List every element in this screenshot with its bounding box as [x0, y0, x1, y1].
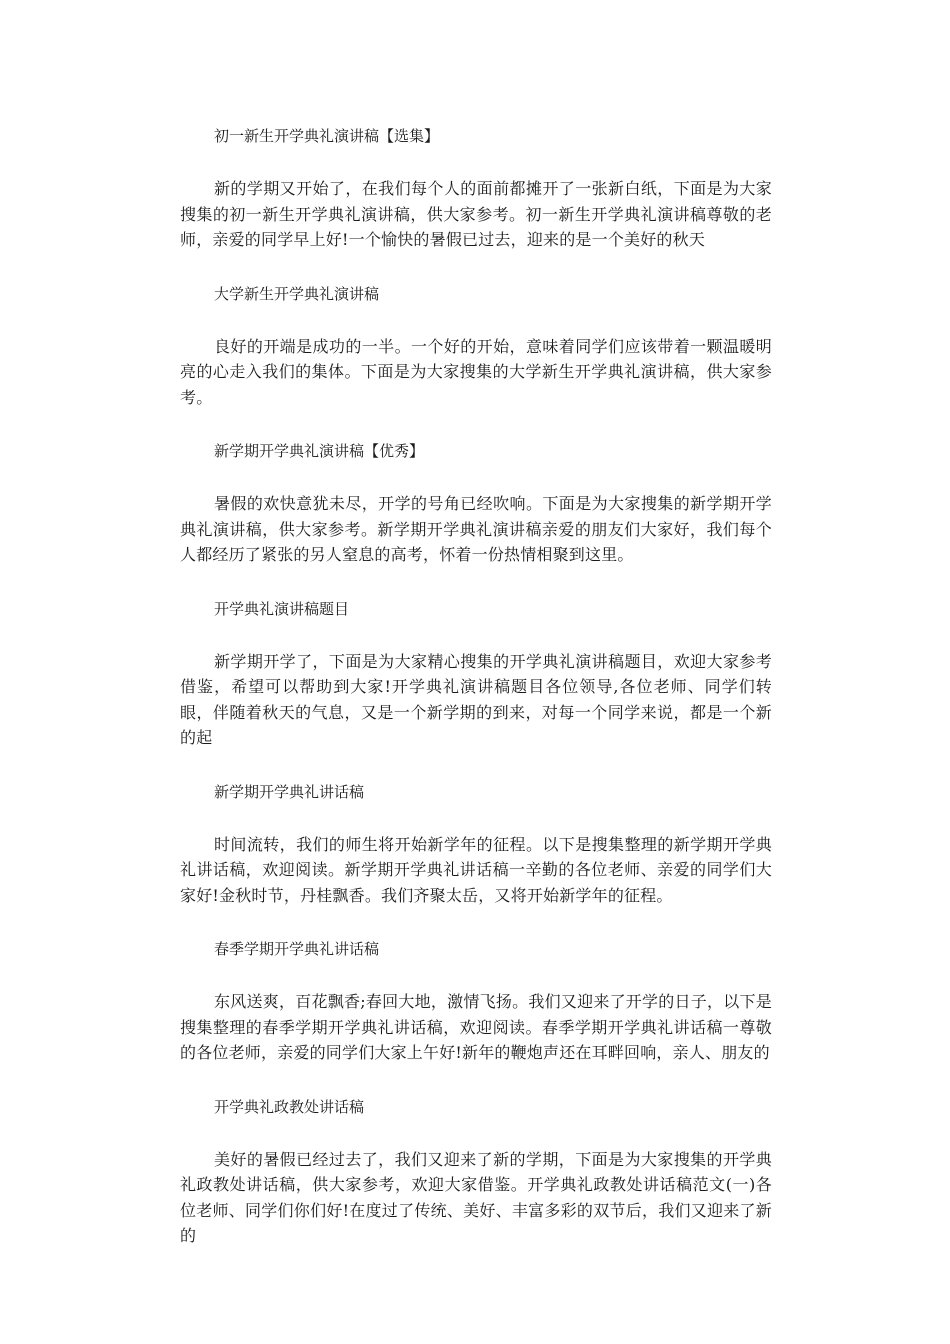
article-heading[interactable]: 开学典礼政教处讲话稿: [214, 1097, 365, 1116]
article-summary: 新学期开学了，下面是为大家精心搜集的开学典礼演讲稿题目，欢迎大家参考借鉴，希望可以帮助到大家!开学典礼演讲稿题目各位领导,各位老师、同学们转眼，伴随着秋天的气息，又是一个新学期的到来，对每一个同学来说，都是一个新的起: [180, 651, 772, 747]
article-section: [180, 1095, 772, 1249]
article-section: [180, 439, 772, 568]
article-heading[interactable]: 大学新生开学典礼演讲稿: [214, 284, 380, 303]
article-heading[interactable]: 开学典礼演讲稿题目: [214, 599, 350, 618]
article-heading[interactable]: 初一新生开学典礼演讲稿【选集】: [214, 127, 440, 145]
article-heading[interactable]: 春季学期开学典礼讲话稿: [214, 940, 380, 958]
article-section: [180, 124, 772, 253]
article-section: [180, 780, 772, 909]
article-summary: 美好的暑假已经过去了，我们又迎来了新的学期，下面是为大家搜集的开学典礼政教处讲话稿，供大家参考，欢迎大家借鉴。开学典礼政教处讲话稿范文(一)各位老师、同学们你们好!在度过了传统、美好、丰富多彩的双节后，我们又迎来了新的: [180, 1149, 772, 1245]
article-section: [180, 597, 772, 751]
article-summary: 时间流转，我们的师生将开始新学年的征程。以下是搜集整理的新学期开学典礼讲话稿，欢迎阅读。新学期开学典礼讲话稿一辛勤的各位老师、亲爱的同学们大家好!金秋时节，丹桂飘香。我们齐聚太岳，又将开始新学年的征程。: [180, 834, 772, 905]
article-heading[interactable]: 新学期开学典礼演讲稿【优秀】: [214, 442, 425, 460]
article-summary: 良好的开端是成功的一半。一个好的开始，意味着同学们应该带着一颗温暖明亮的心走入我们的集体。下面是为大家搜集的大学新生开学典礼演讲稿，供大家参考。: [180, 336, 772, 407]
document-body: [180, 124, 772, 1249]
article-summary: 新的学期又开始了，在我们每个人的面前都摊开了一张新白纸，下面是为大家搜集的初一新生开学典礼演讲稿，供大家参考。初一新生开学典礼演讲稿尊敬的老师，亲爱的同学早上好!一个愉快的暑假已过去，迎来的是一个美好的秋天: [180, 179, 772, 249]
article-section: [180, 282, 772, 411]
article-heading[interactable]: 新学期开学典礼讲话稿: [214, 782, 365, 801]
article-summary: 暑假的欢快意犹未尽，开学的号角已经吹响。下面是为大家搜集的新学期开学典礼演讲稿，供大家参考。新学期开学典礼演讲稿亲爱的朋友们大家好，我们每个人都经历了紧张的另人窒息的高考，怀着一份热情相聚到这里。: [180, 494, 772, 564]
article-section: [180, 937, 772, 1066]
article-summary: 东风送爽，百花飘香;春回大地，激情飞扬。我们又迎来了开学的日子，以下是搜集整理的春季学期开学典礼讲话稿，欢迎阅读。春季学期开学典礼讲话稿一尊敬的各位老师，亲爱的同学们大家上午好!新年的鞭炮声还在耳畔回响，亲人、朋友的: [180, 992, 772, 1062]
